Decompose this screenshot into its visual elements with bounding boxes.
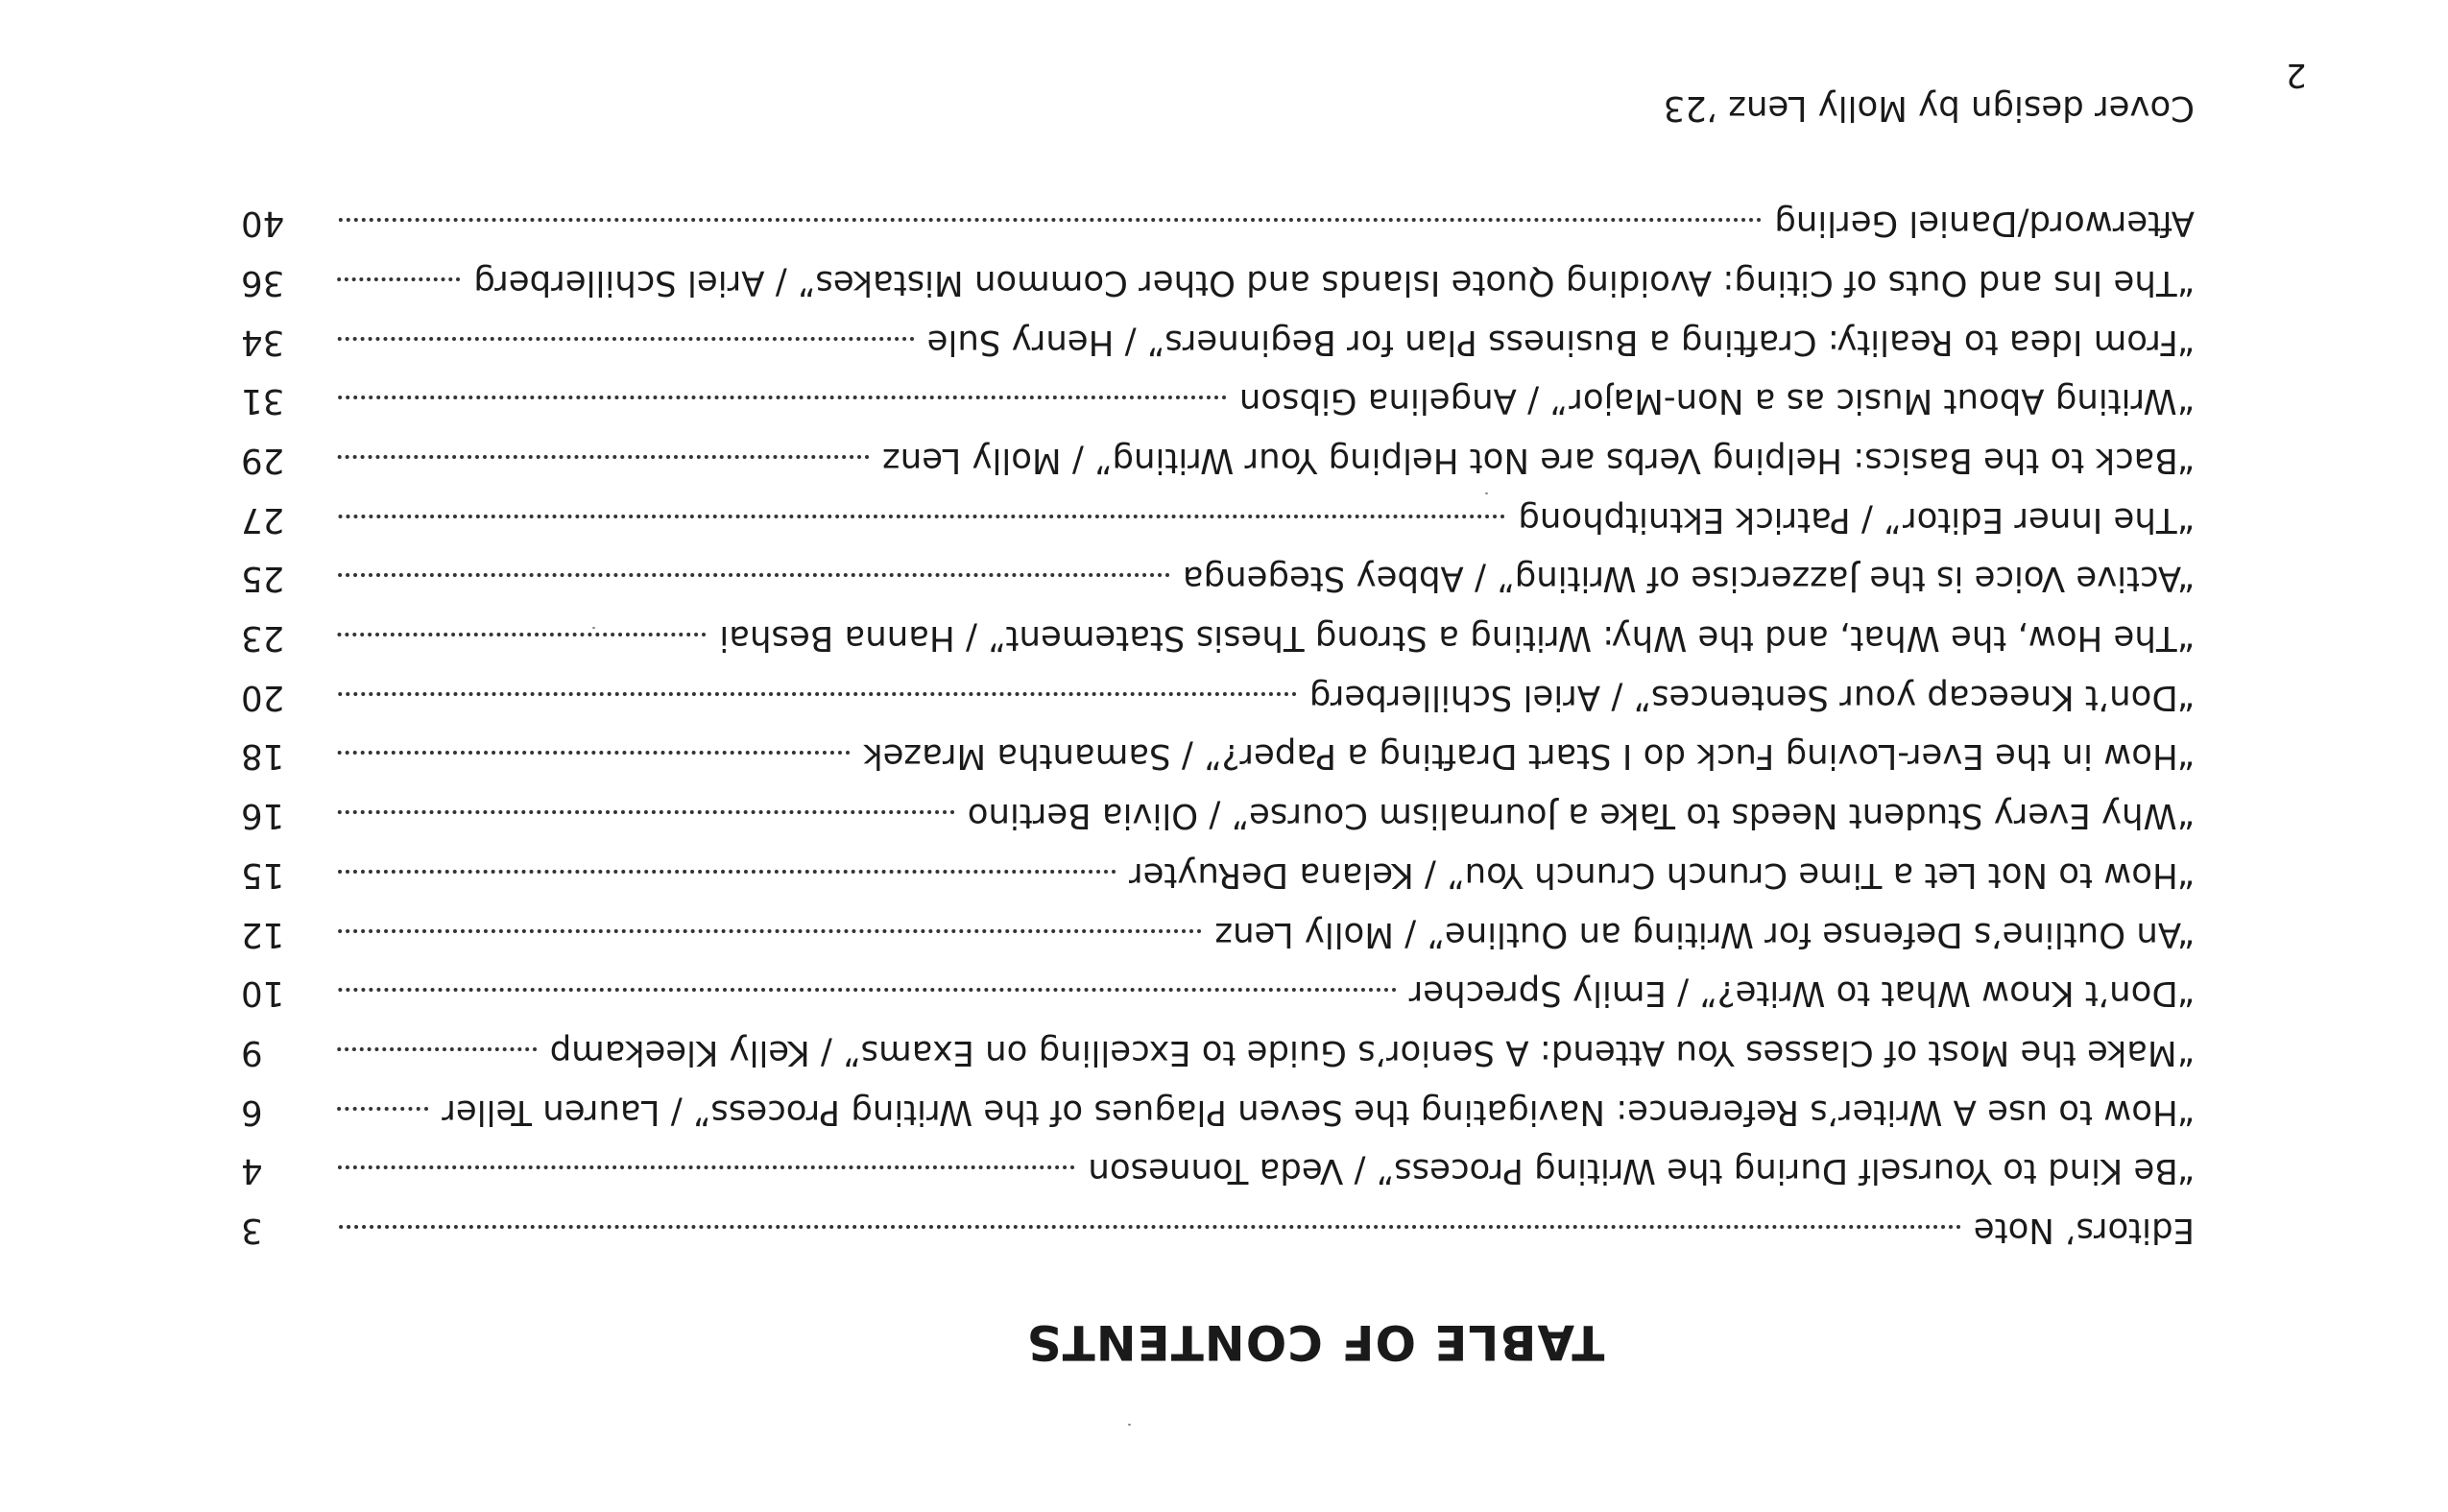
dot-leader [337,1047,537,1051]
toc-entry [241,194,2195,253]
dot-leader [337,218,1761,222]
toc-entry-page: 4 [241,1151,263,1191]
toc-entry-page: 23 [241,618,285,659]
toc-entry [241,1200,2195,1260]
toc-entry [241,430,2195,490]
toc-entry-title: “Don’t Kneecap your Sentences” / Ariel Schillerberg [1308,677,2195,717]
dot-leader [337,573,1169,577]
toc-entry-page: 40 [241,204,285,244]
toc-entry-title: “Back to the Basics: Helping Verbs are Not Helping Your Writing” / Molly Lenz [882,441,2195,481]
toc-entry-page: 31 [241,381,285,421]
toc-entry-page: 9 [241,1032,263,1072]
dot-leader [337,810,954,814]
toc-entry [241,845,2195,904]
toc-entry-title: “An Outline’s Defense for Writing an Outline” / Molly Lenz [1214,914,2195,954]
dot-leader [337,515,1504,518]
toc-entry [241,964,2195,1023]
toc-entry [241,312,2195,372]
toc-entry-title: “Writing About Music as a Non-Major” / Angelina Gibson [1238,381,2195,421]
toc-entry-title: “Why Every Student Needs to Take a Journalism Course” / Olivia Bertino [967,796,2195,836]
page-title: TABLE OF CONTENTS [1025,1314,1605,1370]
scan-speck [592,627,595,629]
toc-entry-page: 25 [241,559,285,599]
toc-entry [241,252,2195,312]
toc-entry-page: 20 [241,677,285,717]
dot-leader [337,396,1226,399]
toc-entry-page: 3 [241,1211,263,1250]
dot-leader [337,337,914,341]
toc-entry [241,490,2195,549]
toc-entry [241,608,2195,667]
table-of-contents [241,194,2195,1260]
toc-entry-title: “The How, the What, and the Why: Writing a Strong Thesis Statement” / Hanna Beshai [719,618,2195,659]
toc-entry-title: “Be Kind to Yourself During the Writing Process” / Veda Tonneson [1088,1151,2195,1191]
toc-entry [241,372,2195,431]
dot-leader [337,752,850,756]
toc-entry-title: “The Ins and Outs of Citing: Avoiding Quote Islands and Other Common Mistakes” / Ariel Schillerberg [473,263,2195,302]
scan-speck [1128,1424,1131,1426]
toc-entry-page: 6 [241,1092,263,1132]
cover-credit: Cover design by Molly Lenz ’23 [1663,88,2195,128]
toc-entry-title: Editors’ Note [1973,1211,2195,1250]
dot-leader [337,929,1201,933]
dot-leader [337,870,1116,874]
toc-entry [241,727,2195,786]
toc-entry-title: Afterword/Daniel Gerling [1774,204,2195,244]
dot-leader [337,1165,1074,1169]
toc-entry-page: 18 [241,736,285,777]
toc-entry-title: “The Inner Editor” / Patrick Ektnitphong [1518,499,2195,540]
dot-leader [337,277,460,281]
toc-entry-page: 36 [241,263,285,302]
toc-entry-title: “Don’t Know What to Write?” / Emily Sprecher [1408,973,2195,1014]
toc-entry-title: “From Idea to Reality: Crafting a Business Plan for Beginners” / Henry Sule [926,322,2195,362]
toc-entry [241,667,2195,727]
toc-entry-title: “Active Voice is the Jazzercise of Writing” / Abbey Stegenga [1182,559,2195,599]
toc-entry-title: “How to use A Writer’s Reference: Navigating the Seven Plagues of the Writing Process” / Lauren Teller [442,1092,2195,1132]
toc-entry-page: 29 [241,441,285,481]
dot-leader [337,1107,428,1111]
toc-entry-page: 12 [241,914,285,954]
dot-leader [337,633,706,636]
toc-entry-page: 10 [241,973,285,1014]
toc-entry-page: 16 [241,796,285,836]
toc-entry-page: 34 [241,322,285,362]
toc-entry-title: “How to Not Let a Time Crunch Crunch You” / Kelana DeRuyter [1129,854,2195,895]
toc-entry-title: “Make the Most of Classes You Attend: A Senior’s Guide to Excelling on Exams” / Kelly Kleekamp [549,1032,2195,1072]
dot-leader [337,455,869,459]
dot-leader [337,1225,1960,1229]
page-number: 2 [2286,56,2307,94]
toc-entry [241,1141,2195,1201]
toc-entry-page: 27 [241,499,285,540]
toc-entry-page: 15 [241,854,285,895]
toc-entry [241,904,2195,964]
dot-leader [337,988,1396,992]
toc-entry [241,786,2195,846]
dot-leader [337,692,1296,696]
scan-speck [1485,492,1488,494]
toc-entry [241,1022,2195,1082]
toc-entry [241,549,2195,609]
toc-entry [241,1082,2195,1141]
toc-entry-title: “How in the Ever-Loving Fuck do I Start Drafting a Paper?” / Samantha Mrazek [863,736,2195,777]
